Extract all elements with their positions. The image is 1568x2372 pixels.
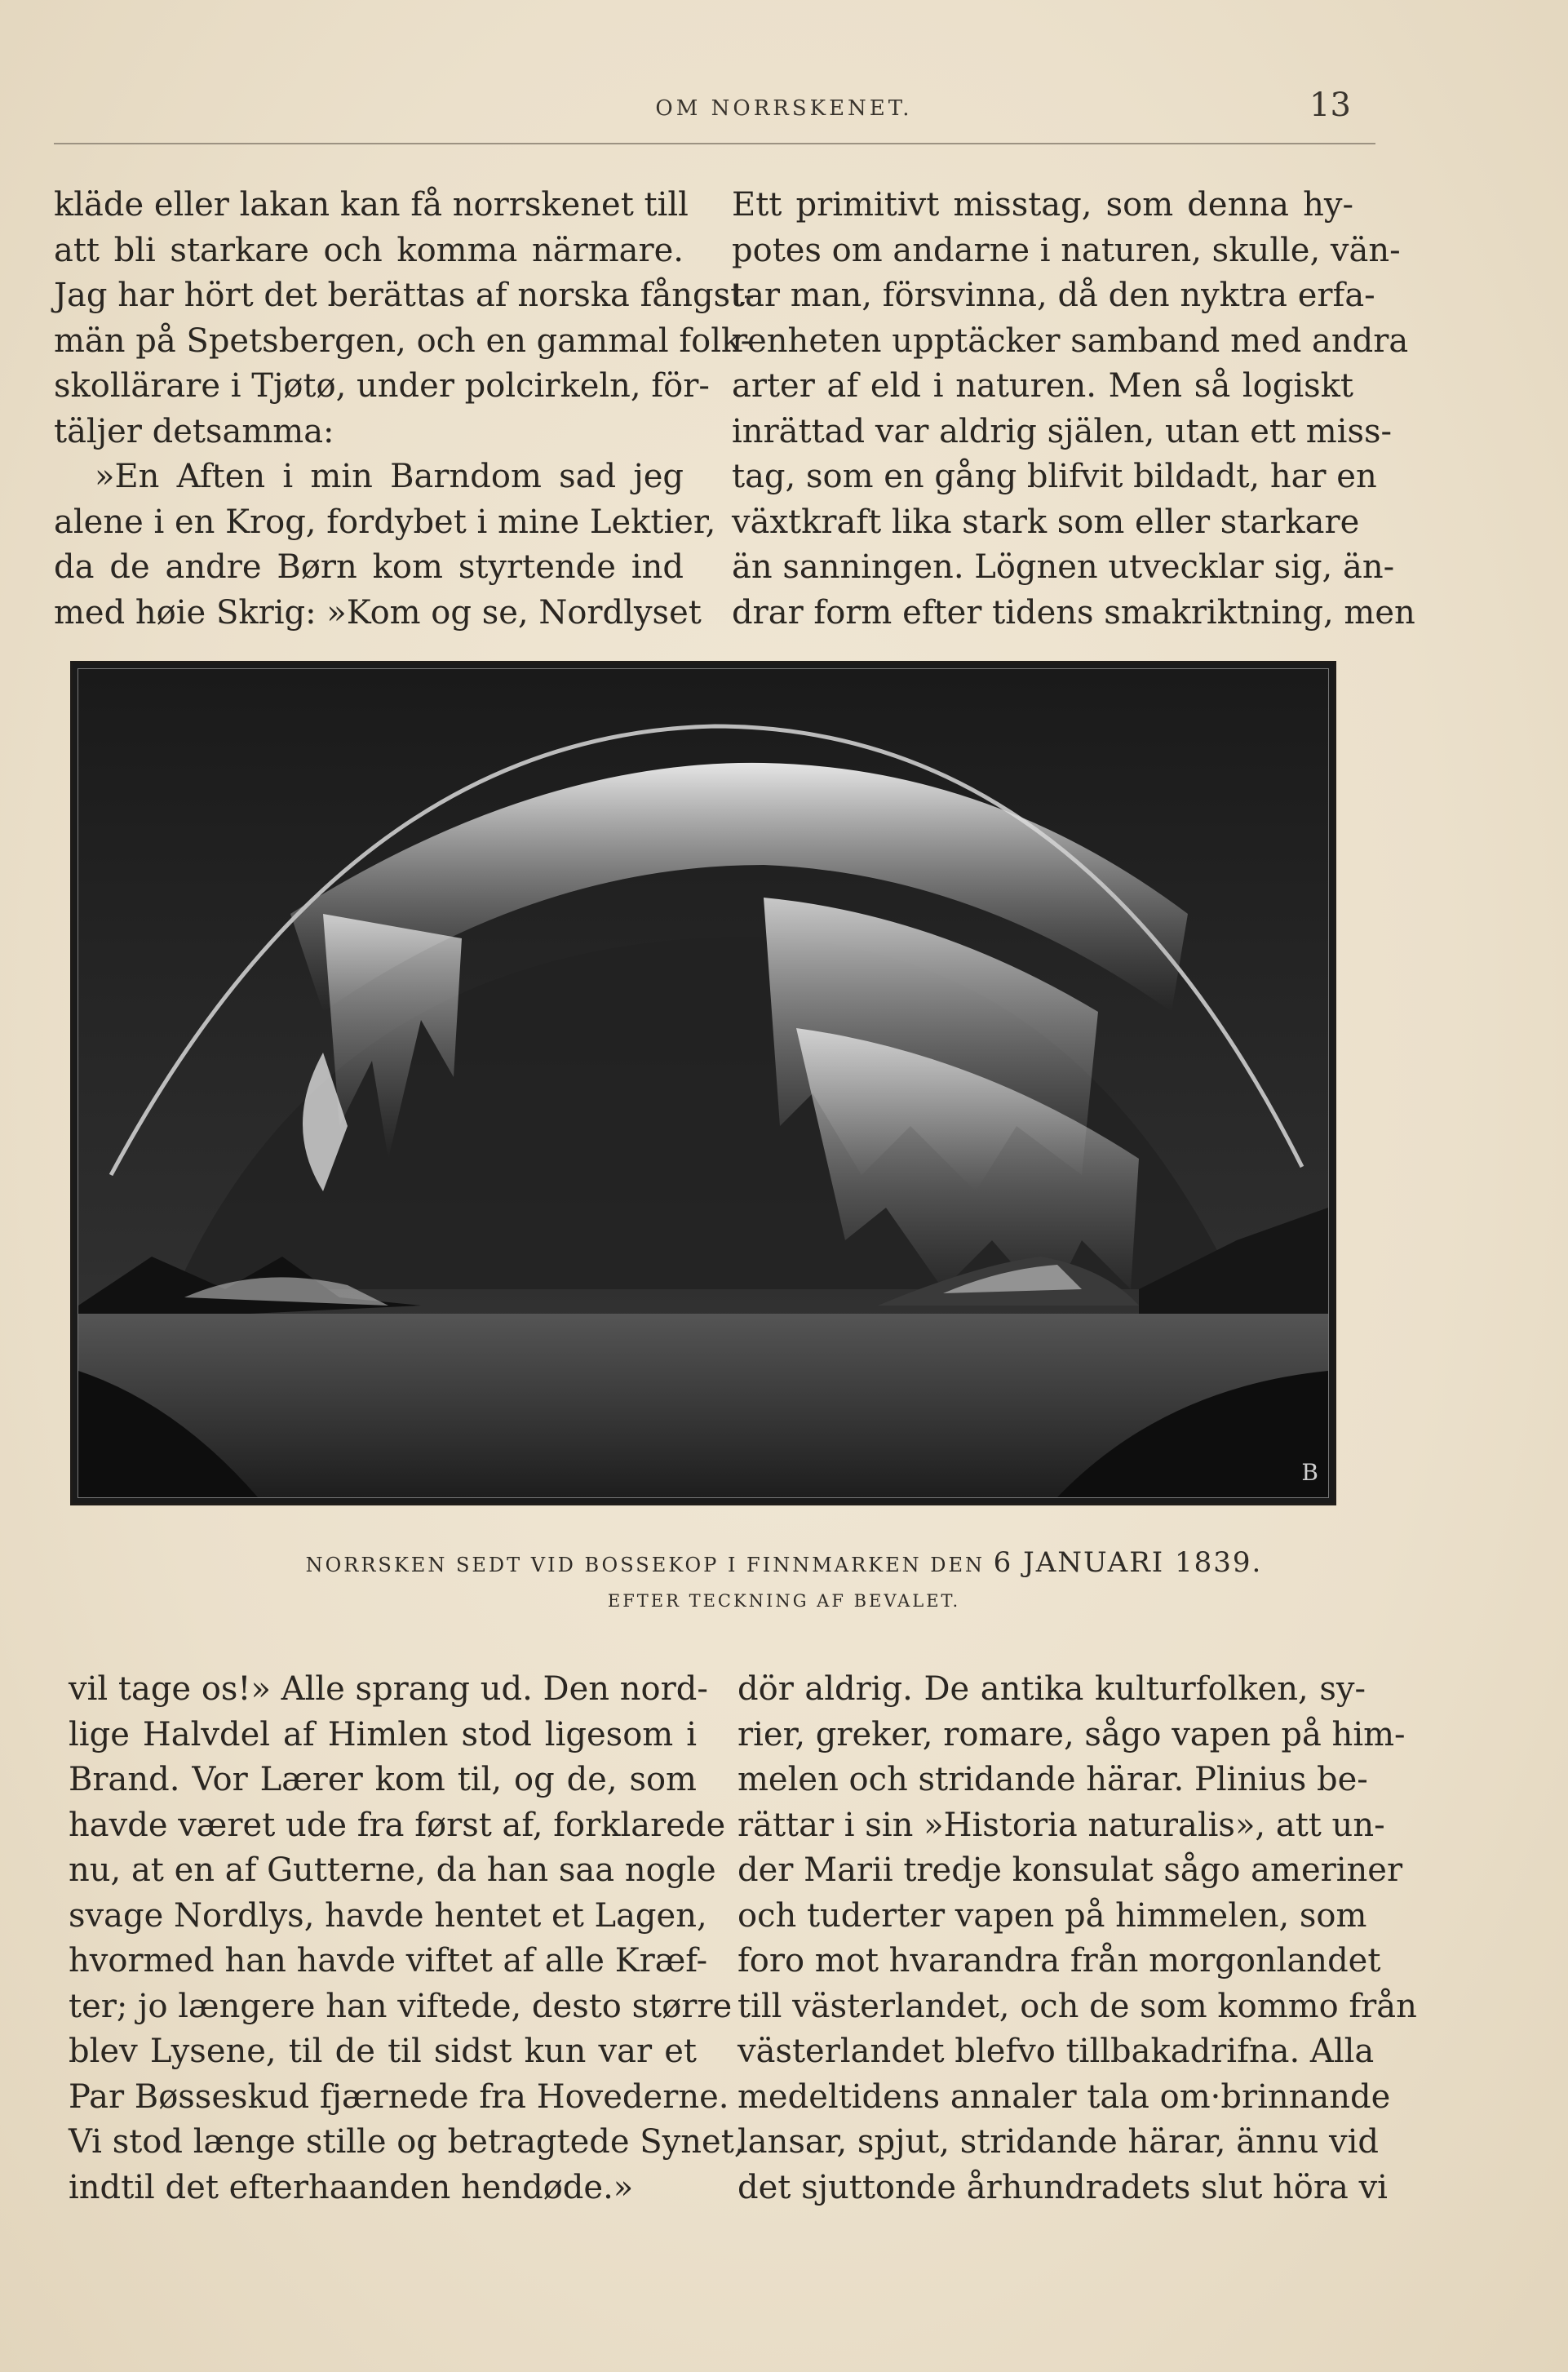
text-line: till västerlandet, och de som kommo från — [737, 1987, 1417, 2025]
text-line: tag, som en gång blifvit bildadt, har en — [732, 458, 1377, 495]
text-line: lige Halvdel af Himlen stod ligesom i — [69, 1715, 697, 1754]
running-title: OM NORRSKENET. — [655, 96, 913, 121]
text-line: renheten upptäcker samband med andra — [732, 321, 1409, 360]
text-line: »En Aften i min Barndom sad jeg — [95, 458, 684, 495]
text-line: blev Lysene, til de til sidst kun var et — [69, 2033, 697, 2070]
text-line: Vi stod længe stille og betragtede Synet, — [69, 2123, 745, 2161]
text-line: rättar i sin »Historia naturalis», att un- — [737, 1806, 1385, 1844]
text-line: det sjuttonde århundradets slut höra vi — [737, 2168, 1388, 2206]
text-line: havde været ude fra først af, forklarede — [69, 1806, 726, 1844]
text-line: alene i en Krog, fordybet i mine Lektier, — [54, 503, 716, 541]
text-line: arter af eld i naturen. Men så logiskt — [732, 367, 1353, 405]
text-line: täljer detsamma: — [54, 412, 334, 450]
text-line: hvormed han havde viftet af alle Kræf- — [69, 1942, 708, 1980]
aurora-engraving — [78, 669, 1328, 1497]
caption-text: NORRSKEN SEDT VID BOSSEKOP I FINNMARKEN DEN — [305, 1554, 986, 1576]
text-line: melen och stridande härar. Plinius be- — [737, 1761, 1368, 1798]
text-line: lansar, spjut, stridande härar, ännu vid — [737, 2123, 1380, 2161]
text-line: svage Nordlys, havde hentet et Lagen, — [69, 1896, 707, 1935]
text-line: inrättad var aldrig själen, utan ett miss- — [732, 412, 1393, 450]
text-column-bottom-left — [69, 1667, 745, 2210]
text-column-bottom-right — [737, 1667, 1417, 2210]
illustration-caption — [0, 1546, 1568, 1579]
text-line: Ett primitivt misstag, som denna hy- — [732, 186, 1353, 224]
text-line: ter; jo længere han viftede, desto større — [69, 1987, 733, 2025]
text-column-top-right — [732, 183, 1415, 636]
text-line: rier, greker, romare, sågo vapen på him- — [737, 1715, 1406, 1754]
text-line: dör aldrig. De antika kulturfolken, sy- — [737, 1670, 1366, 1708]
text-line: växtkraft lika stark som eller starkare — [732, 503, 1360, 541]
text-line: vil tage os!» Alle sprang ud. Den nord- — [69, 1670, 708, 1708]
text-line: da de andre Børn kom styrtende ind — [54, 548, 684, 586]
text-column-top-left — [54, 183, 755, 636]
text-line: potes om andarne i naturen, skulle, vän- — [732, 231, 1401, 269]
text-line: Brand. Vor Lærer kom til, og de, som — [69, 1761, 697, 1798]
text-line: Jag har hört det berättas af norska fångst- — [54, 277, 755, 314]
text-line: kläde eller lakan kan få norrskenet till — [54, 186, 689, 224]
text-line: att bli starkare och komma närmare. — [54, 231, 684, 269]
text-line: tar man, försvinna, då den nyktra erfa- — [732, 277, 1375, 314]
illustration-credit: EFTER TECKNING AF BEVALET. — [607, 1591, 961, 1611]
text-line: medeltidens annaler tala om·brinnande — [737, 2077, 1391, 2116]
text-line: än sanningen. Lögnen utvecklar sig, än- — [732, 548, 1395, 586]
artist-monogram: B — [1301, 1459, 1318, 1486]
caption-date: 6 JANUARI 1839. — [993, 1546, 1263, 1579]
text-line: indtil det efterhaanden hendøde.» — [69, 2168, 634, 2206]
text-line: der Marii tredje konsulat sågo ameriner — [737, 1851, 1403, 1889]
text-line: drar form efter tidens smakriktning, men — [732, 593, 1415, 632]
text-line: Par Bøsseskud fjærnede fra Hovederne. — [69, 2077, 729, 2116]
illustration-image — [78, 668, 1329, 1498]
text-line: skollärare i Tjøtø, under polcirkeln, för- — [54, 367, 710, 405]
text-line: foro mot hvarandra från morgonlandet — [737, 1942, 1381, 1980]
text-line: och tuderter vapen på himmelen, som — [737, 1896, 1367, 1935]
text-line: nu, at en af Gutterne, da han saa nogle — [69, 1851, 716, 1889]
text-line: med høie Skrig: »Kom og se, Nordlyset — [54, 593, 702, 632]
page-number: 13 — [1309, 86, 1351, 124]
header-rule — [54, 143, 1375, 144]
text-line: män på Spetsbergen, och en gammal folk- — [54, 321, 752, 360]
text-line: västerlandet blefvo tillbakadrifna. Alla — [737, 2033, 1375, 2070]
aurora-illustration — [70, 661, 1336, 1505]
